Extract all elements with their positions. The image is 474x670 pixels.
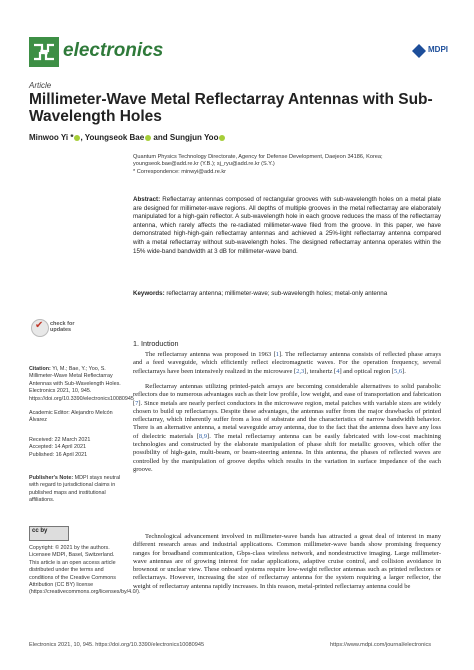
author-1[interactable]: Minwoo Yi * xyxy=(29,133,74,142)
correspondence: * Correspondence: minwyi@add.re.kr xyxy=(133,168,227,175)
paragraph xyxy=(133,383,441,474)
copyright-notice: Copyright: © 2021 by the authors. Licensee MDPI, Basel, Switzerland. This article is an open access article distributed under the terms and conditions of the Creative Commons Attribution (CC BY) license (https://creativecommons.org/licenses/by/4.0/). xyxy=(29,545,141,596)
publisher-note-label: Publisher's Note: xyxy=(29,475,74,481)
paragraph-text: The reflectarray antenna was proposed in 1963 [ xyxy=(145,351,276,358)
received-date: Received: 22 March 2021 xyxy=(29,437,91,443)
orcid-icon[interactable] xyxy=(145,135,151,141)
publisher-note-text: MDPI stays neutral with regard to jurisdictional claims in published maps and institutional affiliations. xyxy=(29,475,121,504)
paragraph-text: Reflectarray antennas utilizing printed-patch arrays are becoming considerable alternatives to solid parabolic reflectors due to numerous advantages such as their low profile, low weight, and ease of transportation and fabrication [ xyxy=(133,383,441,407)
journal-name: electronics xyxy=(63,40,164,61)
author-2[interactable]: , Youngseok Bae xyxy=(80,133,145,142)
reference-link[interactable]: 2,3 xyxy=(296,367,305,375)
keywords-text: reflectarray antenna; millimeter-wave; sub-wavelength holes; metal-only antenna xyxy=(166,290,388,297)
reference-link[interactable]: 8,9 xyxy=(198,432,208,440)
paragraph-text: ], terahertz [ xyxy=(304,367,337,375)
check-for-updates-button[interactable] xyxy=(50,321,74,333)
abstract xyxy=(133,196,441,256)
citation-block xyxy=(29,366,134,403)
accepted-date: Accepted: 14 April 2021 xyxy=(29,444,86,451)
author-list xyxy=(29,133,449,142)
citation-label: Citation: xyxy=(29,366,51,372)
affiliation-line: Quantum Physics Technology Directorate, Agency for Defense Development, Daejeon 34186, Korea; xyxy=(133,154,383,160)
paragraph-text: ] and optical region [ xyxy=(339,367,394,375)
paper-title: Millimeter-Wave Metal Reflectarray Antennas with Sub-Wavelength Holes xyxy=(29,91,433,125)
footer-journal-link[interactable]: https://www.mdpi.com/journal/electronics xyxy=(330,642,432,648)
academic-editor-name: Alejandro Melcón Álvarez xyxy=(29,410,113,424)
affiliation-emails: youngseok.bae@add.re.kr (Y.B.); sj_ryu@add.re.kr (S.Y.) xyxy=(133,161,275,168)
journal-logo-icon xyxy=(29,37,59,67)
check-mark-icon: ✔ xyxy=(35,320,44,331)
footer-citation[interactable]: Electronics 2021, 10, 945. https://doi.org/10.3390/electronics10080945 xyxy=(29,642,205,648)
paragraph-text: ]. The reflectarray antenna consists of reflected phase arrays and a feed waveguide, which efficiently reflect electromagnetic waves. For the operation frequency, several reflectarrays have been intensively realized in the microwave [ xyxy=(133,351,442,375)
affiliations xyxy=(133,154,433,176)
paragraph: Technological advancement involved in millimeter-wave bands has attracted a great deal of interest in many different research areas and industrial applications. Common millimeter-wave bands show promising frequency ranges for broadband communication, Gbps-class wireless network, and nondestructive imaging. Large millimeter-wave antennas are of growing interest for radar applications, adaptive cruise control, and collision avoidance in brownout or unclear view. These onboard systems require low-weight reflector antennas such as printed reflectors or reflectarrays. However, increasing the size of reflectarray antenna for the system requiring a larger reflector, the weight of reflectarray antenna rapidly increases. In this reason, metal-printed reflectarray antenna could be xyxy=(133,533,441,590)
orcid-icon[interactable] xyxy=(219,135,225,141)
citation-text[interactable]: Yi, M.; Bae, Y.; Yoo, S. Millimeter-Wave Metal Reflectarray Antennas with Sub-Wavelength Holes. Electronics 2021, 10, 945. https://doi.org/10.3390/electronics10080945 xyxy=(29,366,134,402)
cc-by-label: cc by xyxy=(32,528,48,534)
abstract-text: Reflectarray antennas composed of rectangular grooves with sub-wavelength holes on a metal plate are designed for millimeter-wave regions. All depths of multiple grooves in the metal reflectarray are elaborately manipulated for a high-gain reflector. A sub-wavelength hole in each groove reduces the mass of the reflectarray antenna, which rarely affects the re-radiated millimeter-wave filed from the groove. In this paper, we have demonstrated high-high-gain reflectarray antennas and achieved a 25%-light reflectarray antenna compared with a metal reflectarray without sub-wavelength holes. The designed reflectarray antenna operates within the 15% wide-band bandwidth at 3 dB for millimeter-wave band. xyxy=(133,196,441,255)
reference-link[interactable]: 7 xyxy=(135,399,139,407)
paragraph-text: ]. xyxy=(402,367,406,375)
check-updates-line2: updates xyxy=(50,327,72,333)
publisher-name: MDPI xyxy=(428,45,448,54)
reference-link[interactable]: 1 xyxy=(275,351,279,358)
keywords-label: Keywords: xyxy=(133,290,165,297)
author-3[interactable]: and Sungjun Yoo xyxy=(153,133,219,142)
paragraph xyxy=(133,351,441,376)
reference-link[interactable]: 5,6 xyxy=(393,367,403,375)
section-heading: 1. Introduction xyxy=(133,339,179,348)
publication-dates xyxy=(29,437,121,459)
paragraph-text: ]. Since metals are nearly perfect conductors in the microwave region, metal patches with variable sizes are widely chosen to build up reflectarrays. Despite these advantages, the antennas suffer from the major drawbacks of printed reflectarray, which inherently suffer from a loss of substrate and the characteristics of narrow bandwidth behavior. There is an alternative antenna, a metal waveguide array antenna, due to the fact that the antenna does have any loss of dielectric materials [ xyxy=(133,399,441,440)
article-type: Article xyxy=(29,81,52,90)
academic-editor xyxy=(29,410,121,425)
paragraph-text: ]. The metal reflectarray antenna can be easily fabricated with low-cost machining technologies and constructed by the elaborate manipulation of phase shift for metallic grooves, which offer the possibility of high-gain, multi-beam, or beam-steering antenna. In this antenna, the phases of reflected waves are controlled by the manipulation of groove depths which results in the variation in surface impedance of the each groove. xyxy=(133,432,441,473)
publisher-note xyxy=(29,475,121,505)
reference-link[interactable]: 4 xyxy=(336,367,340,375)
published-date: Published: 16 April 2021 xyxy=(29,451,88,458)
abstract-label: Abstract: xyxy=(133,196,161,203)
academic-editor-label: Academic Editor: xyxy=(29,410,70,416)
check-updates-line1: check for xyxy=(50,321,75,327)
keywords xyxy=(133,290,441,298)
